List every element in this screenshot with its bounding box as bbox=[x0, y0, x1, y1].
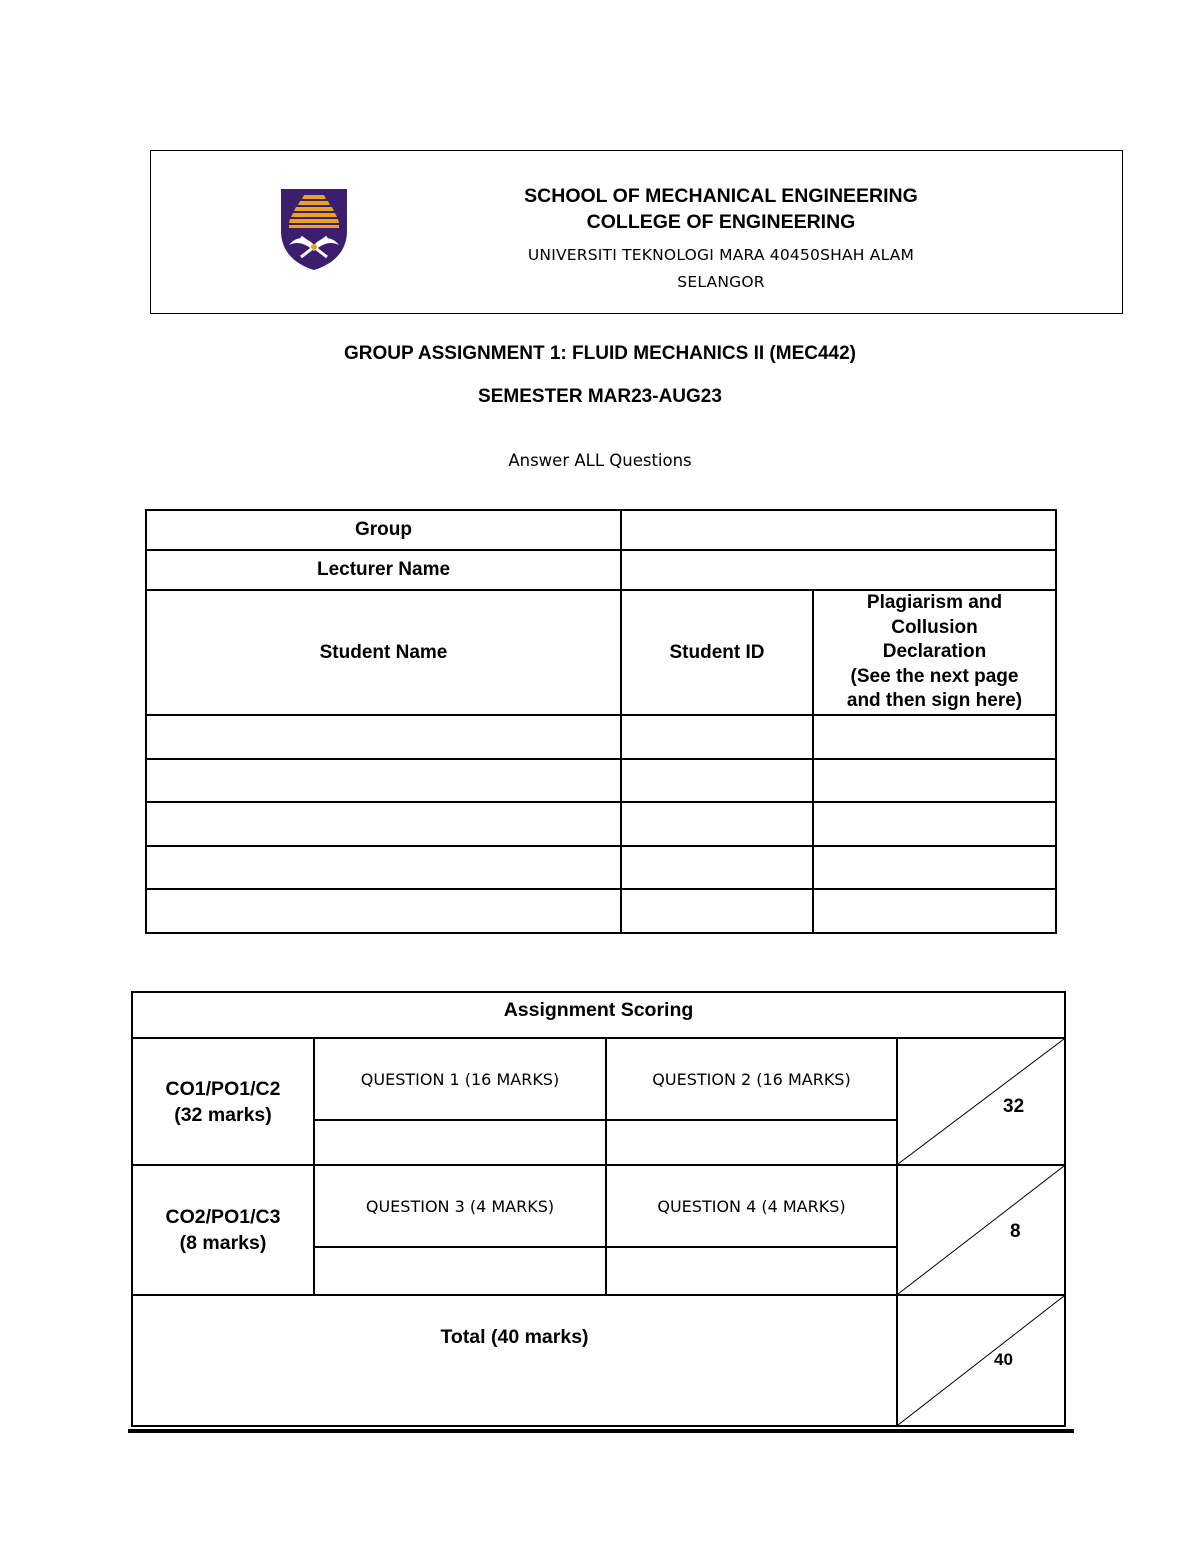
total-max-score: 40 bbox=[994, 1350, 1013, 1369]
semester-title: SEMESTER MAR23-AUG23 bbox=[478, 386, 722, 407]
question-3-score-field[interactable] bbox=[314, 1247, 606, 1295]
student-name-cell[interactable] bbox=[146, 802, 621, 846]
table-row bbox=[146, 802, 1056, 846]
signature-cell[interactable] bbox=[813, 889, 1056, 933]
lecturer-label: Lecturer Name bbox=[146, 550, 621, 590]
co1-max-score: 32 bbox=[1003, 1096, 1025, 1117]
diagonal-line bbox=[898, 1296, 1064, 1425]
bottom-divider bbox=[128, 1429, 1074, 1433]
student-name-cell[interactable] bbox=[146, 715, 621, 759]
table-row bbox=[146, 846, 1056, 889]
student-id-cell[interactable] bbox=[621, 759, 813, 802]
signature-cell[interactable] bbox=[813, 759, 1056, 802]
student-table bbox=[145, 509, 1057, 934]
question-1-score-field[interactable] bbox=[314, 1120, 606, 1165]
co2-max-score: 8 bbox=[1010, 1221, 1021, 1242]
question-2-label: QUESTION 2 (16 MARKS) bbox=[606, 1038, 897, 1120]
signature-cell[interactable] bbox=[813, 802, 1056, 846]
instruction-text: Answer ALL Questions bbox=[508, 451, 692, 470]
school-name: SCHOOL OF MECHANICAL ENGINEERING bbox=[524, 185, 918, 207]
total-label: Total (40 marks) bbox=[132, 1295, 897, 1426]
co2-score-cell[interactable] bbox=[897, 1165, 1065, 1295]
question-3-label: QUESTION 3 (4 MARKS) bbox=[314, 1165, 606, 1247]
table-row bbox=[146, 889, 1056, 933]
co2-label: CO2/PO1/C3 (8 marks) bbox=[132, 1165, 314, 1295]
total-score-cell[interactable] bbox=[897, 1295, 1065, 1426]
declaration-header: Plagiarism and Collusion Declaration (See the next page and then sign here) bbox=[813, 590, 1056, 715]
college-name: COLLEGE OF ENGINEERING bbox=[586, 211, 856, 233]
question-4-label: QUESTION 4 (4 MARKS) bbox=[606, 1165, 897, 1247]
institution-block bbox=[471, 183, 971, 296]
group-label: Group bbox=[146, 510, 621, 550]
table-row bbox=[146, 715, 1056, 759]
scoring-heading: Assignment Scoring bbox=[132, 992, 1065, 1038]
table-row bbox=[146, 759, 1056, 802]
assignment-title: GROUP ASSIGNMENT 1: FLUID MECHANICS II (MEC442) bbox=[344, 343, 856, 364]
student-id-cell[interactable] bbox=[621, 889, 813, 933]
diagonal-line bbox=[898, 1039, 1064, 1164]
student-name-cell[interactable] bbox=[146, 889, 621, 933]
student-id-cell[interactable] bbox=[621, 715, 813, 759]
co1-label: CO1/PO1/C2 (32 marks) bbox=[132, 1038, 314, 1165]
signature-cell[interactable] bbox=[813, 846, 1056, 889]
student-id-cell[interactable] bbox=[621, 846, 813, 889]
address-line-1: UNIVERSITI TEKNOLOGI MARA 40450SHAH ALAM bbox=[527, 246, 915, 264]
question-2-score-field[interactable] bbox=[606, 1120, 897, 1165]
co1-score-cell[interactable] bbox=[897, 1038, 1065, 1165]
university-logo bbox=[279, 187, 349, 271]
header-box bbox=[150, 150, 1123, 314]
signature-cell[interactable] bbox=[813, 715, 1056, 759]
student-name-header: Student Name bbox=[146, 590, 621, 715]
address bbox=[471, 242, 971, 296]
lecturer-value-field[interactable] bbox=[621, 550, 1056, 590]
scoring-table bbox=[131, 991, 1066, 1427]
student-name-cell[interactable] bbox=[146, 846, 621, 889]
student-id-cell[interactable] bbox=[621, 802, 813, 846]
diagonal-line bbox=[898, 1166, 1064, 1294]
address-line-2: SELANGOR bbox=[677, 273, 765, 291]
question-4-score-field[interactable] bbox=[606, 1247, 897, 1295]
question-1-label: QUESTION 1 (16 MARKS) bbox=[314, 1038, 606, 1120]
student-id-header: Student ID bbox=[621, 590, 813, 715]
student-name-cell[interactable] bbox=[146, 759, 621, 802]
group-value-field[interactable] bbox=[621, 510, 1056, 550]
